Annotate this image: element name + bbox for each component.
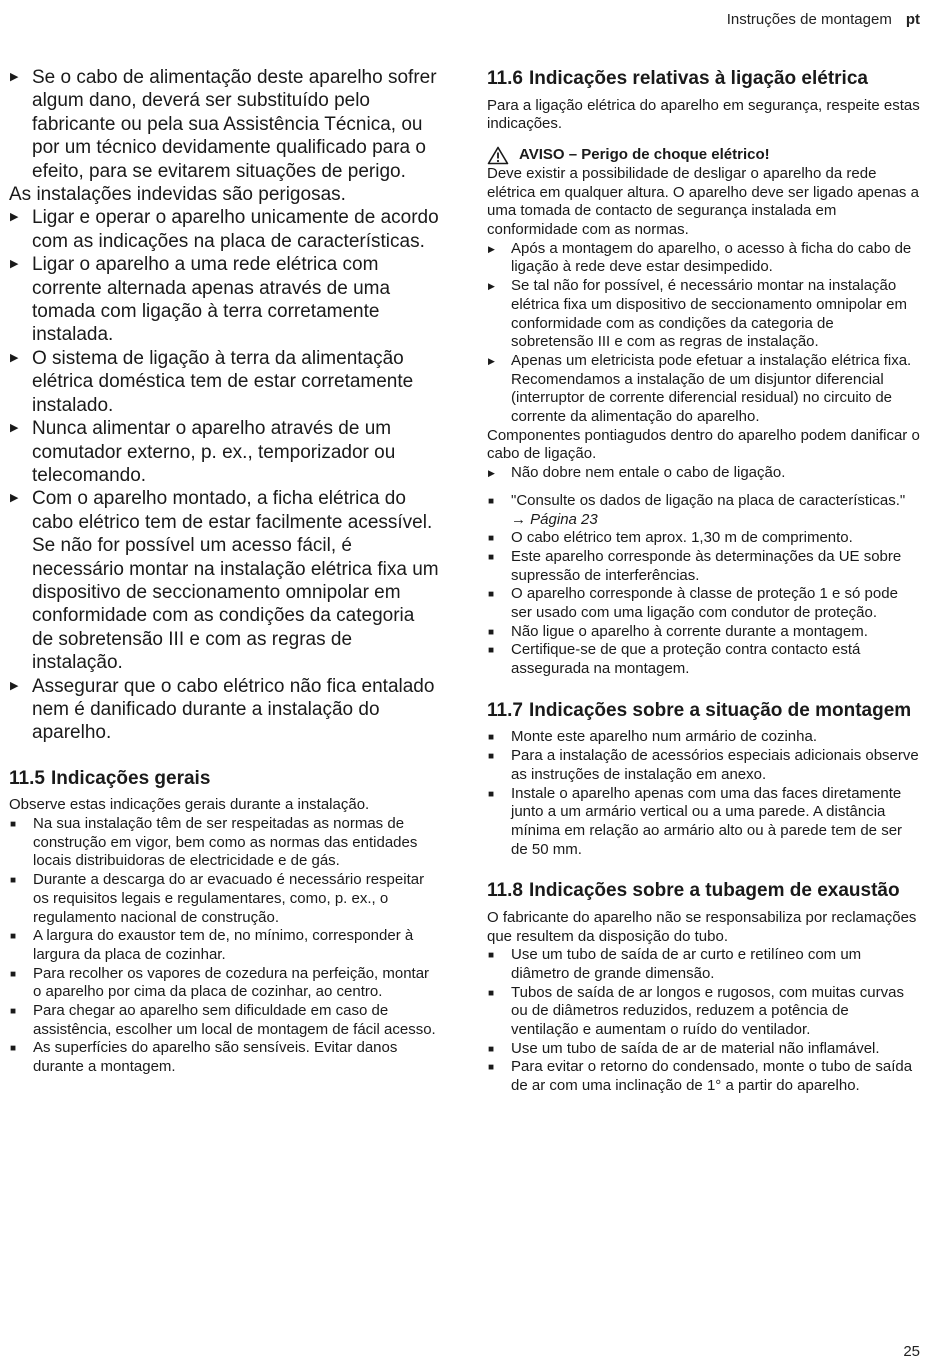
list-item: ▶ O sistema de ligação à terra da alimentação elétrica doméstica tem de estar corretamente instalado. (10, 347, 414, 416)
section-body-11-7 (487, 728, 920, 859)
square-bullet-icon: ■ (10, 931, 17, 943)
list-item: ■ Use um tubo de saída de ar de material não inflamável. (488, 1039, 880, 1057)
list-item: ■ Para a instalação de acessórios especiais adicionais observe as instruções de instalação em anexo. (488, 747, 919, 783)
section-intro: Observe estas indicações gerais durante a instalação. (9, 796, 370, 814)
link-arrow-icon: → (511, 510, 526, 528)
square-bullet-icon: ■ (488, 533, 495, 545)
list-item: ■ Na sua instalação têm de ser respeitadas as normas de construção em vigor, bem como as normas das entidades locais distribuidoras de electricidade e de gás. (10, 814, 418, 870)
arrow-bullet-icon: ▶ (10, 351, 19, 364)
list-item: ■ O aparelho corresponde à classe de proteção 1 e só pode ser usado com uma ligação com condutor de proteção. (488, 585, 898, 622)
list-item: ■ Tubos de saída de ar longos e rugosos, com muitas curvas ou de diâmetros reduzidos, reduzem a potência de ventilação e aumentam o ruído do ventilador. (488, 983, 904, 1039)
warning-triangle-icon (487, 146, 509, 165)
list-item: ▶ Não dobre nem entale o cabo de ligação. (488, 464, 786, 482)
right-column (487, 68, 920, 1096)
left-column (9, 66, 439, 1077)
list-item: ■ Use um tubo de saída de ar curto e retilíneo com um diâmetro de grande dimensão. (488, 946, 862, 982)
list-item: ▶ Nunca alimentar o aparelho através de um comutador externo, p. ex., temporizador ou telecomando. (10, 418, 396, 486)
section-body-11-6 (487, 97, 920, 679)
arrow-bullet-icon: ▶ (488, 355, 495, 366)
square-bullet-icon: ■ (488, 788, 495, 800)
arrow-bullet-icon: ▶ (488, 243, 495, 254)
section-intro: O fabricante do aparelho não se responsabiliza por reclamações que resultem da disposição do tubo. (487, 908, 917, 945)
section-body-11-5 (9, 796, 439, 1077)
arrow-bullet-icon: ▶ (488, 468, 495, 479)
arrow-bullet-icon: ▶ (488, 281, 495, 292)
list-item: ■ Para evitar o retorno do condensado, monte o tubo de saída de ar com uma inclinação de 1° a partir do aparelho. (488, 1058, 913, 1095)
square-bullet-icon: ■ (488, 495, 495, 507)
statement: As instalações indevidas são perigosas. (9, 184, 346, 206)
square-bullet-icon: ■ (10, 968, 17, 980)
list-item: ▶ Ligar o aparelho a uma rede elétrica com corrente alternada apenas através de uma tomada com ligação à terra corretamente instalada. (10, 254, 391, 346)
square-bullet-icon: ■ (488, 751, 495, 763)
square-bullet-icon: ■ (488, 1062, 495, 1074)
section-heading-11-7: 11.7 Indicações sobre a situação de montagem (487, 699, 912, 721)
square-bullet-icon: ■ (488, 732, 495, 744)
header-title: Instruções de montagem (726, 11, 892, 28)
square-bullet-icon: ■ (488, 950, 495, 962)
list-item: ▶ Após a montagem do aparelho, o acesso à ficha do cabo de ligação à rede deve estar desimpedido. (488, 239, 912, 276)
list-item: ■ Certifique-se de que a proteção contra contacto está assegurada na montagem. (488, 641, 861, 678)
list-item: ■ Não ligue o aparelho à corrente durante a montagem. (488, 622, 868, 640)
list-item: ■ "Consulte os dados de ligação na placa de características." → Página 23 (488, 491, 906, 528)
square-bullet-icon: ■ (488, 626, 495, 638)
square-bullet-icon: ■ (488, 987, 495, 999)
list-item: ▶ Se tal não for possível, é necessário montar na instalação elétrica fixa um dispositivo de seccionamento omnipolar em conformidade com as condições da categoria de sobretensão III e com as regras de instalação. (488, 277, 908, 351)
list-item: ▶ Assegurar que o cabo elétrico não fica entalado nem é danificado durante a instalação do aparelho. (10, 675, 435, 744)
note-text: Componentes pontiagudos dentro do aparelho podem danificar o cabo de ligação. (487, 426, 920, 463)
list-item: ■ Instale o aparelho apenas com uma das faces diretamente junto a um armário vertical ou a uma parede. A distância mínima em relação ao armário alto ou à parede tem de ser de 50 mm. (488, 784, 903, 858)
warning-heading: AVISO – Perigo de choque elétrico! (487, 146, 920, 165)
list-item: ■ As superfícies do aparelho são sensíveis. Evitar danos durante a montagem. (10, 1039, 398, 1076)
list-item: ▶ Se o cabo de alimentação deste aparelho sofrer algum dano, deverá ser substituído pelo fabricante ou pela sua Assistência Técnica, ou por um técnico devidamente qualificado para o efeito, para se evitarem situações de perigo. (10, 67, 437, 182)
square-bullet-icon: ■ (488, 645, 495, 657)
warning-text: Deve existir a possibilidade de desligar o aparelho da rede elétrica em qualquer altura. O aparelho deve ser ligado apenas a uma tomada de contacto de segurança instalada em conformidade com as normas. (487, 164, 919, 239)
square-bullet-icon: ■ (10, 1043, 17, 1055)
section-heading-11-6: 11.6 Indicações relativas à ligação elétrica (487, 68, 868, 89)
spec-list (487, 492, 920, 679)
language-code: pt (905, 11, 920, 28)
arrow-bullet-icon: ▶ (10, 71, 19, 83)
square-bullet-icon: ■ (488, 551, 495, 563)
list-item: ▶ Ligar e operar o aparelho unicamente de acordo com as indicações na placa de características. (10, 207, 439, 252)
square-bullet-icon: ■ (488, 1043, 495, 1055)
list-item: ■ A largura do exaustor tem de, no mínimo, corresponder à largura da placa de cozinhar. (10, 927, 414, 963)
page-reference-link[interactable]: Página 23 (530, 510, 598, 528)
square-bullet-icon: ■ (10, 818, 17, 830)
safety-block (9, 66, 439, 745)
square-bullet-icon: ■ (10, 875, 17, 887)
list-item: ■ Para recolher os vapores de cozedura na perfeição, montar o aparelho por cima da placa de cozinhar, ao centro. (10, 964, 430, 1001)
arrow-bullet-icon: ▶ (10, 258, 19, 271)
list-item: ▶ Com o aparelho montado, a ficha elétrica do cabo elétrico tem de estar facilmente acessível. Se não for possível um acesso fácil, é necessário montar na instalação elétrica fixa um dispositivo de seccionamento omnipolar em conformidade com as condições da categoria de sobretensão III e com as regras de instalação. (10, 488, 439, 674)
square-bullet-icon: ■ (10, 1006, 17, 1018)
arrow-bullet-icon: ▶ (10, 422, 19, 435)
list-item: ■ Durante a descarga do ar evacuado é necessário respeitar os requisitos legais e regulamentares, como, p. ex., o regulamento nacional de construção. (10, 871, 425, 926)
square-bullet-icon: ■ (488, 589, 495, 601)
list-item: ▶ Apenas um eletricista pode efetuar a instalação elétrica fixa. Recomendamos a instalação de um disjuntor diferencial (interruptor de corrente diferencial residual) no circuito de corrente da alimentação do aparelho. (488, 351, 912, 426)
section-heading-11-5: 11.5 Indicações gerais (9, 767, 211, 789)
arrow-bullet-icon: ▶ (10, 679, 19, 692)
section-body-11-8 (487, 909, 920, 1096)
list-item: ■ Para chegar ao aparelho sem dificuldade em caso de assistência, escolher um local de montagem de fácil acesso. (10, 1002, 436, 1038)
section-intro: Para a ligação elétrica do aparelho em segurança, respeite estas indicações. (487, 96, 920, 133)
list-item: ■ Monte este aparelho num armário de cozinha. (488, 728, 818, 746)
list-item: ■ O cabo elétrico tem aprox. 1,30 m de comprimento. (488, 529, 853, 547)
page-number: 25 (903, 1343, 920, 1360)
section-heading-11-8: 11.8 Indicações sobre a tubagem de exaustão (487, 880, 900, 902)
running-header (727, 11, 920, 28)
arrow-bullet-icon: ▶ (10, 492, 19, 505)
list-item: ■ Este aparelho corresponde às determinações da UE sobre supressão de interferências. (488, 547, 902, 584)
arrow-bullet-icon: ▶ (10, 211, 19, 224)
